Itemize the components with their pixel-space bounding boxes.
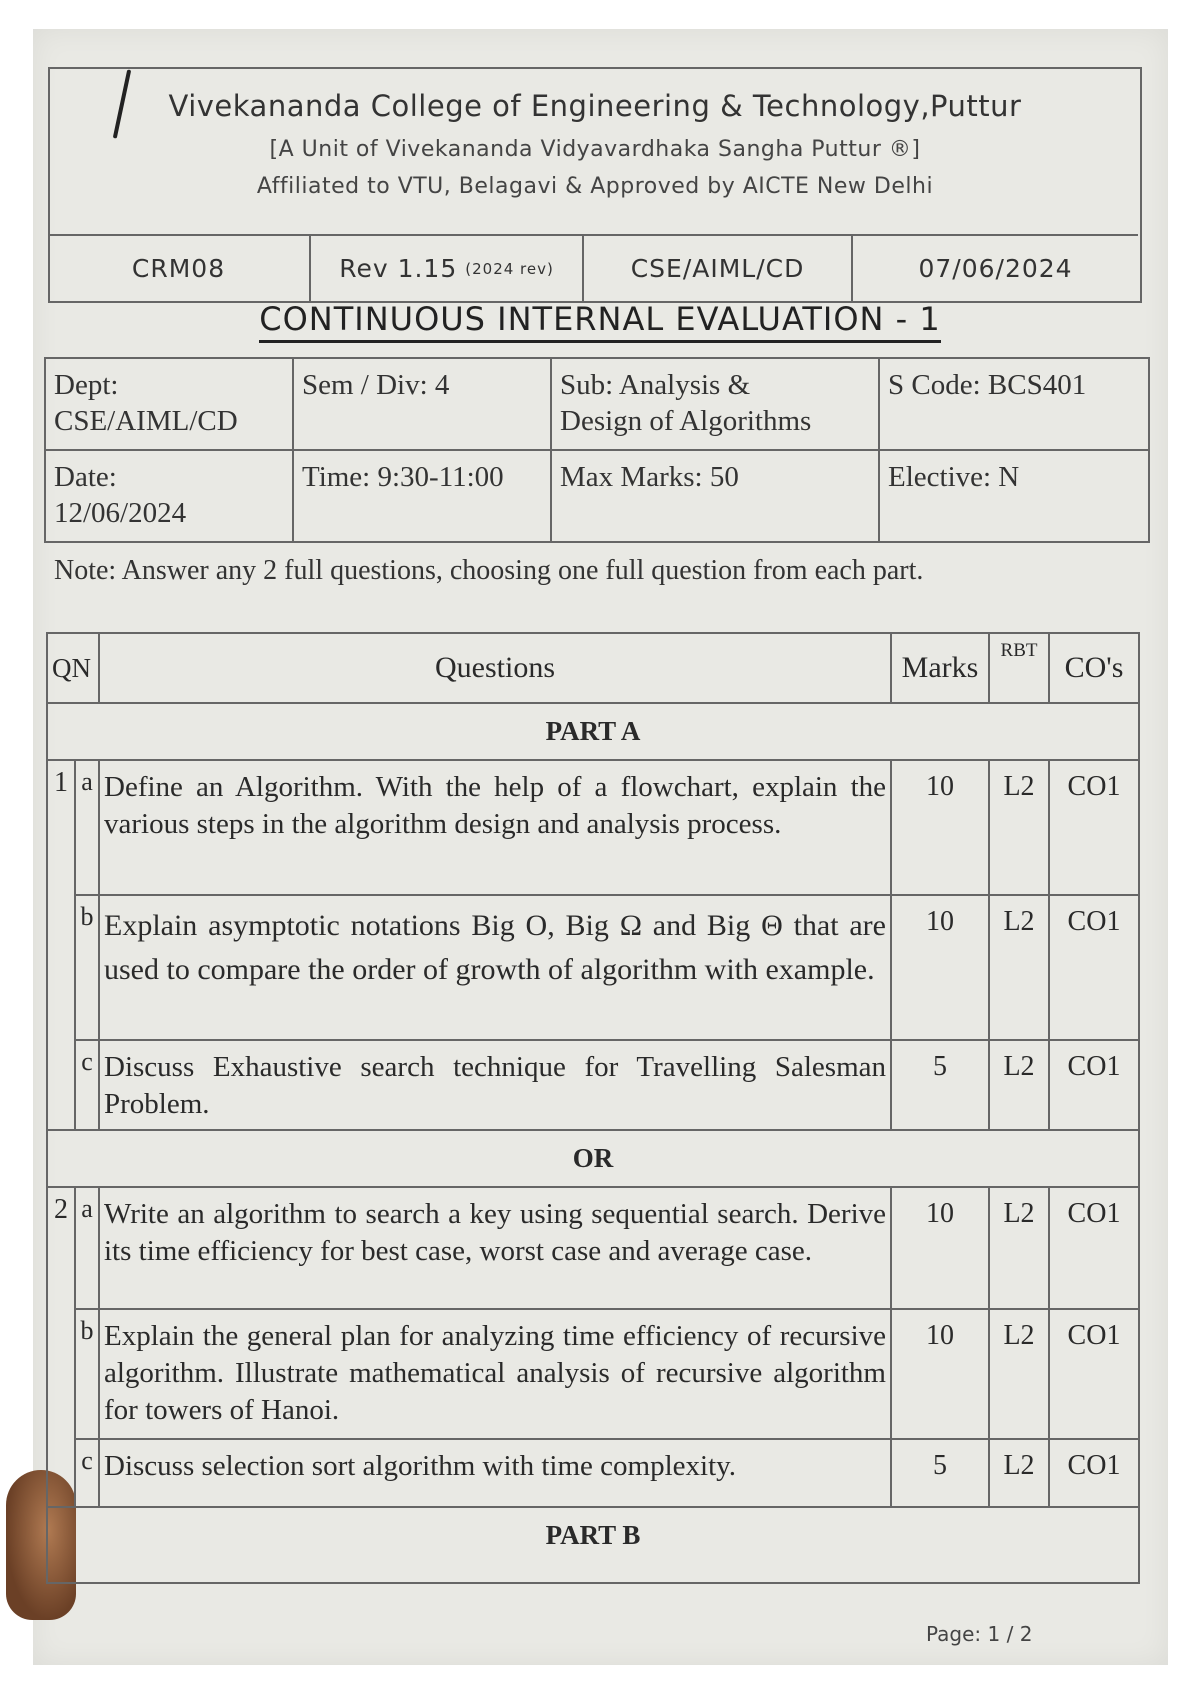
table-header-row xyxy=(47,633,1139,703)
question-co: CO1 xyxy=(1049,895,1139,1040)
question-co: CO1 xyxy=(1049,1187,1139,1309)
college-name: Vivekananda College of Engineering & Technology,Puttur xyxy=(168,89,1022,123)
subject-label: Sub: Analysis & xyxy=(560,369,751,401)
subquestion-label: a xyxy=(75,1187,99,1309)
college-unit: [A Unit of Vivekananda Vidyavardhaka Sangha Puttur ®] xyxy=(269,137,921,162)
question-number: 1 xyxy=(47,760,75,1130)
question-marks: 10 xyxy=(891,895,989,1040)
question-text: Write an algorithm to search a key using sequential search. Derive its time efficiency for best case, worst case and average case. xyxy=(99,1187,891,1309)
question-text: Discuss Exhaustive search technique for Travelling Salesman Problem. xyxy=(99,1040,891,1130)
question-marks: 5 xyxy=(891,1040,989,1130)
max-marks: Max Marks: 50 xyxy=(551,450,879,542)
dept-cell xyxy=(45,358,293,450)
part-a-row xyxy=(47,703,1139,760)
date-value: 12/06/2024 xyxy=(54,497,187,530)
question-rbt: L2 xyxy=(989,1187,1049,1309)
table-row xyxy=(47,1040,1139,1130)
revision-cell xyxy=(311,236,584,301)
subquestion-label: c xyxy=(75,1040,99,1130)
college-header xyxy=(48,67,1142,303)
question-rbt: L2 xyxy=(989,1439,1049,1507)
exam-title-text: CONTINUOUS INTERNAL EVALUATION - 1 xyxy=(259,300,940,343)
question-co: CO1 xyxy=(1049,760,1139,895)
subquestion-label: b xyxy=(75,895,99,1040)
question-text: Explain the general plan for analyzing time efficiency of recursive algorithm. Illustrate mathematical analysis of recursive algorithm for towers of Hanoi. xyxy=(99,1309,891,1439)
subject-code: S Code: BCS401 xyxy=(879,358,1149,450)
header-rbt: RBT xyxy=(989,633,1049,703)
date-cell xyxy=(45,450,293,542)
table-row xyxy=(47,895,1139,1040)
elective: Elective: N xyxy=(879,450,1149,542)
subquestion-label: c xyxy=(75,1439,99,1507)
table-row xyxy=(47,1439,1139,1507)
table-row xyxy=(47,1187,1139,1309)
exam-time: Time: 9:30-11:00 xyxy=(293,450,551,542)
page-number: Page: 1 / 2 xyxy=(926,1622,1033,1646)
part-a-label: PART A xyxy=(47,703,1139,760)
revision: Rev 1.15 xyxy=(339,254,458,283)
question-co: CO1 xyxy=(1049,1439,1139,1507)
part-b-row xyxy=(47,1507,1139,1583)
doc-code: CRM08 xyxy=(48,236,311,301)
question-co: CO1 xyxy=(1049,1040,1139,1130)
header-cos: CO's xyxy=(1049,633,1139,703)
or-row xyxy=(47,1130,1139,1187)
question-rbt: L2 xyxy=(989,1309,1049,1439)
date-label: Date: xyxy=(54,461,117,493)
question-text: Discuss selection sort algorithm with time complexity. xyxy=(99,1439,891,1507)
question-rbt: L2 xyxy=(989,1040,1049,1130)
question-text: Define an Algorithm. With the help of a flowchart, explain the various steps in the algorithm design and analysis process. xyxy=(99,760,891,895)
question-marks: 10 xyxy=(891,760,989,895)
dept-code: CSE/AIML/CD xyxy=(584,236,853,301)
question-marks: 5 xyxy=(891,1439,989,1507)
subquestion-label: b xyxy=(75,1309,99,1439)
table-row xyxy=(47,1309,1139,1439)
exam-title xyxy=(0,300,1200,338)
question-marks: 10 xyxy=(891,1187,989,1309)
doc-date: 07/06/2024 xyxy=(918,254,1073,283)
exam-info-table xyxy=(44,357,1150,543)
college-header-text xyxy=(50,89,1140,199)
question-co: CO1 xyxy=(1049,1309,1139,1439)
questions-table xyxy=(46,632,1140,1584)
question-marks: 10 xyxy=(891,1309,989,1439)
subject-cell xyxy=(551,358,879,450)
header-questions: Questions xyxy=(99,633,891,703)
subquestion-label: a xyxy=(75,760,99,895)
dept-value: CSE/AIML/CD xyxy=(54,405,238,438)
question-rbt: L2 xyxy=(989,760,1049,895)
part-b-label: PART B xyxy=(47,1507,1139,1583)
table-row xyxy=(47,760,1139,895)
or-label: OR xyxy=(47,1130,1139,1187)
subject-value: Design of Algorithms xyxy=(560,405,812,438)
sem-div: Sem / Div: 4 xyxy=(293,358,551,450)
dept-label: Dept: xyxy=(54,369,119,401)
question-number: 2 xyxy=(47,1187,75,1507)
question-rbt: L2 xyxy=(989,895,1049,1040)
instruction-note: Note: Answer any 2 full questions, choosing one full question from each part. xyxy=(54,555,924,586)
revision-note: (2024 rev) xyxy=(465,259,554,278)
header-qn: QN xyxy=(47,633,99,703)
question-text: Explain asymptotic notations Big O, Big Ω and Big Θ that are used to compare the order of growth of algorithm with example. xyxy=(99,895,891,1040)
college-affiliation: Affiliated to VTU, Belagavi & Approved by AICTE New Delhi xyxy=(256,174,934,199)
header-marks: Marks xyxy=(891,633,989,703)
document-code-row xyxy=(48,234,1138,301)
